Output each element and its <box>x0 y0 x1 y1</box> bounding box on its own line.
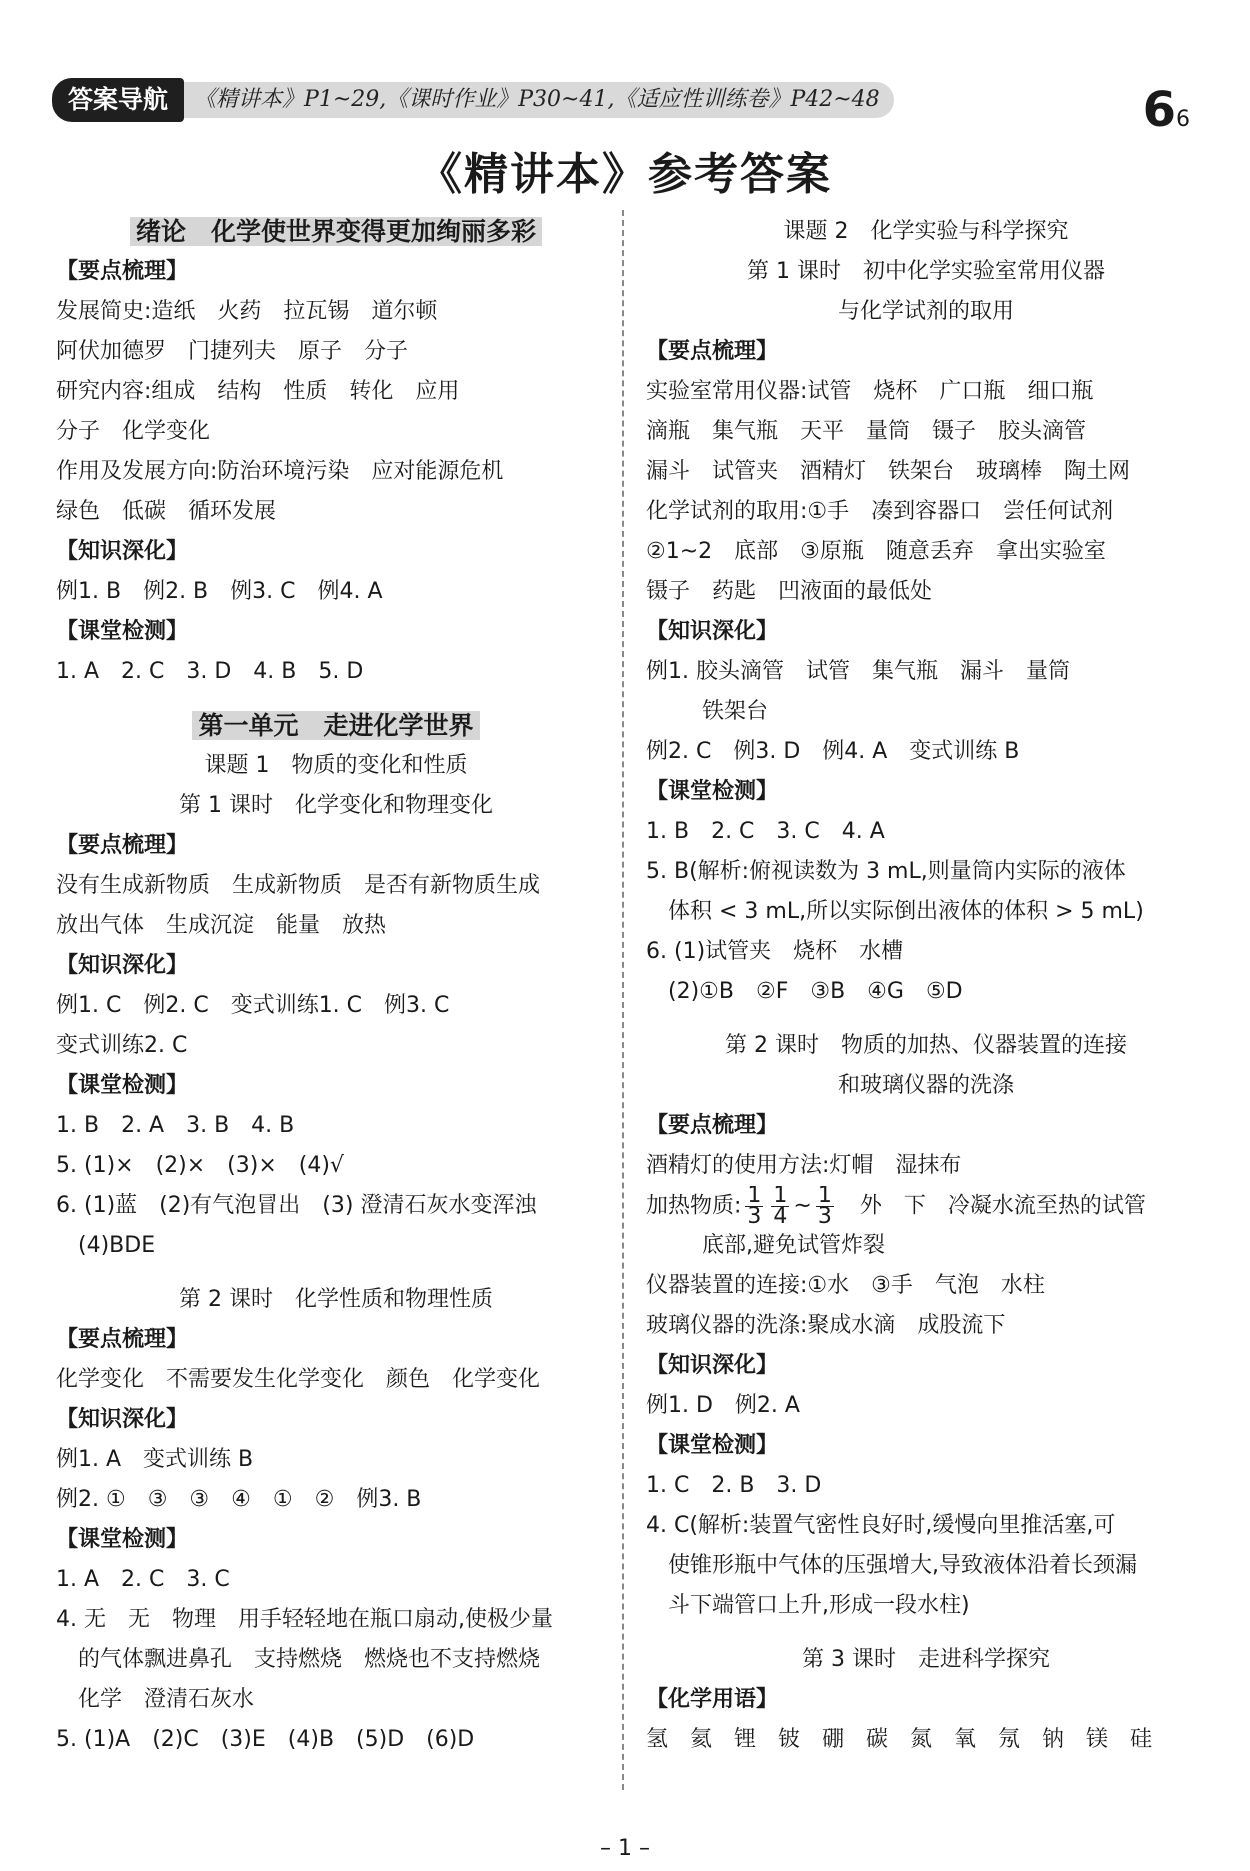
answer-line: 绿色 低碳 循环发展 <box>56 499 277 524</box>
unit-heading: 绪论 化学使世界变得更加绚丽多彩 <box>56 212 616 252</box>
answer-line: 滴瓶 集气瓶 天平 量筒 镊子 胶头滴管 <box>646 419 1087 444</box>
answer-line: 仪器装置的连接:①水 ③手 气泡 水柱 <box>646 1273 1045 1298</box>
answer-line: 1. B 2. A 3. B 4. B <box>56 1113 295 1138</box>
section-heading: 【知识深化】 <box>56 1407 189 1432</box>
page-title: 《精讲本》参考答案 <box>418 149 832 200</box>
answer-line: 4. 无 无 物理 用手轻轻地在瓶口扇动,使极少量 <box>56 1607 553 1632</box>
answer-line: 5. B(解析:俯视读数为 3 mL,则量筒内实际的液体 <box>646 859 1126 884</box>
answer-line: 阿伏加德罗 门捷列夫 原子 分子 <box>56 339 409 364</box>
left-column <box>56 212 616 1760</box>
answer-line: 4. C(解析:装置气密性良好时,缓慢向里推活塞,可 <box>646 1513 1116 1538</box>
section-heading: 【课堂检测】 <box>56 619 189 644</box>
section-heading: 【知识深化】 <box>646 1353 779 1378</box>
section-heading: 【化学用语】 <box>646 1687 779 1712</box>
answer-line: 漏斗 试管夹 酒精灯 铁架台 玻璃棒 陶土网 <box>646 459 1131 484</box>
answer-line: 斗下端管口上升,形成一段水柱) <box>668 1593 970 1618</box>
section-heading: 【要点梳理】 <box>56 259 189 284</box>
answer-line: 1. A 2. C 3. C <box>56 1567 230 1592</box>
answer-line: ②1~2 底部 ③原瓶 随意丢弃 拿出实验室 <box>646 539 1106 564</box>
answer-line: 例2. C 例3. D 例4. A 变式训练 B <box>646 739 1020 764</box>
lesson-heading: 与化学试剂的取用 <box>837 299 1014 324</box>
answer-line: 6. (1)蓝 (2)有气泡冒出 (3) 澄清石灰水变浑浊 <box>56 1193 537 1218</box>
right-column <box>646 212 1206 1760</box>
section-heading: 【课堂检测】 <box>56 1527 189 1552</box>
lesson-heading: 第 1 课时 化学变化和物理变化 <box>179 793 493 818</box>
answer-line-fraction: 加热物质: $\frac{1}{3}$ $\frac{1}{4}$ ~ $\frac{1}{3}$ 外 下 冷凝水流至热的试管 <box>646 1186 1146 1226</box>
page-mark: 66 <box>1142 82 1190 138</box>
lesson-heading: 第 2 课时 物质的加热、仪器装置的连接 <box>725 1033 1127 1058</box>
answer-line: (4)BDE <box>78 1233 156 1258</box>
spacer <box>646 1012 1206 1026</box>
answer-line: 研究内容:组成 结构 性质 转化 应用 <box>56 379 460 404</box>
answer-line: 铁架台 <box>702 699 769 724</box>
answer-line: 1. C 2. B 3. D <box>646 1473 822 1498</box>
answer-line: 例1. C 例2. C 变式训练1. C 例3. C <box>56 993 450 1018</box>
answer-nav-text: 《精讲本》P1~29,《课时作业》P30~41,《适应性训练卷》P42~48 <box>184 82 894 118</box>
unit-heading: 第一单元 走进化学世界 <box>56 706 616 746</box>
answer-line: 例1. D 例2. A <box>646 1393 800 1418</box>
section-heading: 【课堂检测】 <box>646 1433 779 1458</box>
answer-line: 例1. 胶头滴管 试管 集气瓶 漏斗 量筒 <box>646 659 1070 684</box>
lesson-heading: 第 3 课时 走进科学探究 <box>802 1647 1050 1672</box>
answer-line: 变式训练2. C <box>56 1033 188 1058</box>
answer-line: 5. (1)A (2)C (3)E (4)B (5)D (6)D <box>56 1727 475 1752</box>
spacer <box>646 1626 1206 1640</box>
column-divider <box>622 210 624 1790</box>
answer-line: 化学 澄清石灰水 <box>78 1687 255 1712</box>
section-heading: 【知识深化】 <box>56 539 189 564</box>
page-number: – 1 – <box>600 1836 650 1861</box>
section-heading: 【要点梳理】 <box>56 833 189 858</box>
section-heading: 【课堂检测】 <box>646 779 779 804</box>
answer-line: 的气体飘进鼻孔 支持燃烧 燃烧也不支持燃烧 <box>78 1647 541 1672</box>
section-heading: 【知识深化】 <box>646 619 779 644</box>
section-heading: 【要点梳理】 <box>646 1113 779 1138</box>
answer-line: 使锥形瓶中气体的压强增大,导致液体沿着长颈漏 <box>668 1553 1137 1578</box>
spacer <box>56 1266 616 1280</box>
answer-line: 6. (1)试管夹 烧杯 水槽 <box>646 939 904 964</box>
section-heading: 【知识深化】 <box>56 953 189 978</box>
answer-line: 体积 < 3 mL,所以实际倒出液体的体积 > 5 mL) <box>668 899 1144 924</box>
answer-line: 1. A 2. C 3. D 4. B 5. D <box>56 659 364 684</box>
answer-line: 化学试剂的取用:①手 凑到容器口 尝任何试剂 <box>646 499 1114 524</box>
lesson-heading: 第 1 课时 初中化学实验室常用仪器 <box>747 259 1105 284</box>
answer-line: 实验室常用仪器:试管 烧杯 广口瓶 细口瓶 <box>646 379 1094 404</box>
spacer <box>56 692 616 706</box>
answer-line: 酒精灯的使用方法:灯帽 湿抹布 <box>646 1153 962 1178</box>
section-heading: 【课堂检测】 <box>56 1073 189 1098</box>
answer-line: 例1. B 例2. B 例3. C 例4. A <box>56 579 383 604</box>
answer-line: 例1. A 变式训练 B <box>56 1447 254 1472</box>
answer-line: 分子 化学变化 <box>56 419 211 444</box>
answer-line: 镊子 药匙 凹液面的最低处 <box>646 579 933 604</box>
answer-line: 氢 氦 锂 铍 硼 碳 氮 氧 氖 钠 镁 硅 <box>646 1727 1153 1752</box>
answer-line: 发展简史:造纸 火药 拉瓦锡 道尔顿 <box>56 299 438 324</box>
lesson-heading: 课题 1 物质的变化和性质 <box>204 753 468 778</box>
section-heading: 【要点梳理】 <box>646 339 779 364</box>
answer-nav-bar <box>52 78 894 122</box>
answer-line: 放出气体 生成沉淀 能量 放热 <box>56 913 387 938</box>
lesson-heading: 第 2 课时 化学性质和物理性质 <box>179 1287 493 1312</box>
answer-line: 化学变化 不需要发生化学变化 颜色 化学变化 <box>56 1367 541 1392</box>
answer-line: 1. B 2. C 3. C 4. A <box>646 819 885 844</box>
lesson-heading: 课题 2 化学实验与科学探究 <box>783 219 1069 244</box>
answer-line: 没有生成新物质 生成新物质 是否有新物质生成 <box>56 873 541 898</box>
answer-line: 例2. ① ③ ③ ④ ① ② 例3. B <box>56 1487 422 1512</box>
answer-line: 底部,避免试管炸裂 <box>702 1233 885 1258</box>
lesson-heading: 和玻璃仪器的洗涤 <box>837 1073 1014 1098</box>
answer-line: 5. (1)× (2)× (3)× (4)√ <box>56 1153 344 1178</box>
answer-line: (2)①B ②F ③B ④G ⑤D <box>668 979 963 1004</box>
answer-nav-tag: 答案导航 <box>52 78 184 122</box>
answer-line: 玻璃仪器的洗涤:聚成水滴 成股流下 <box>646 1313 1006 1338</box>
section-heading: 【要点梳理】 <box>56 1327 189 1352</box>
answer-line: 作用及发展方向:防治环境污染 应对能源危机 <box>56 459 504 484</box>
